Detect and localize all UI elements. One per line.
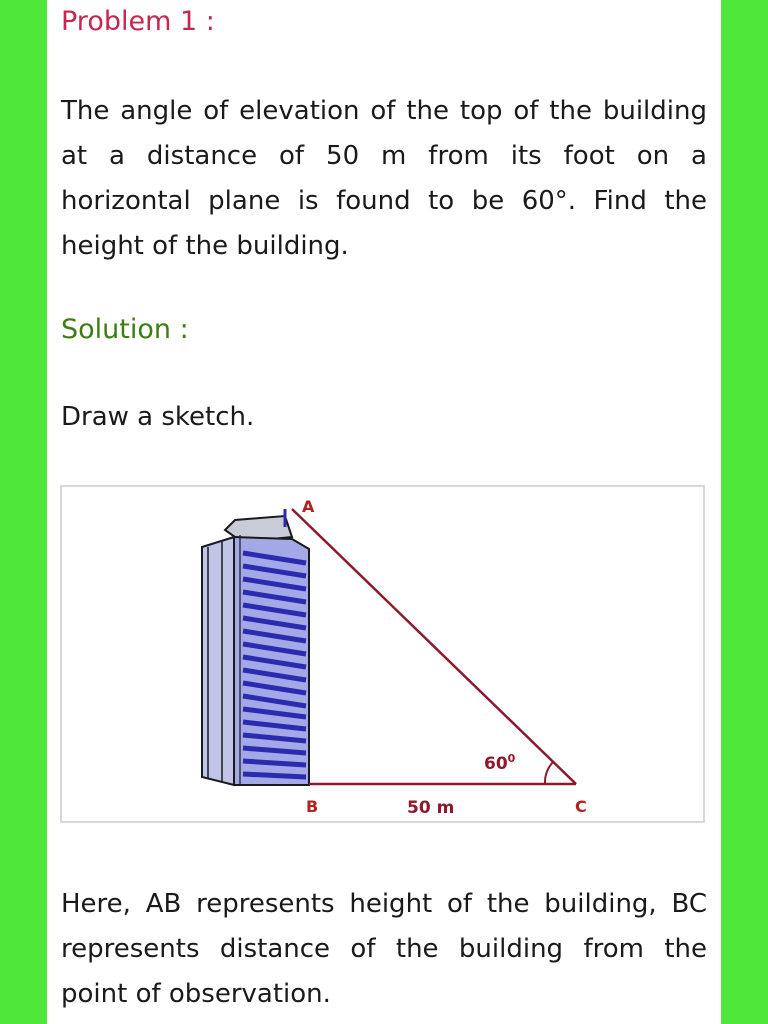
problem-heading: Problem 1 : bbox=[61, 6, 215, 37]
explanation-text: Here, AB represents height of the building, BC represents distance of the building from the point of observation. bbox=[61, 889, 707, 1009]
problem-text: The angle of elevation of the top of the building at a distance of 50 m from its foot on a horizontal plane is found to be 60°. Find the height of the building. bbox=[61, 96, 707, 261]
solution-heading: Solution : bbox=[61, 314, 189, 345]
hypotenuse-ac bbox=[292, 509, 576, 784]
point-label-c: C bbox=[575, 797, 587, 816]
point-label-a: A bbox=[302, 497, 315, 516]
distance-label: 50 m bbox=[407, 798, 455, 818]
sketch-instruction: Draw a sketch. bbox=[61, 402, 255, 432]
angle-label: $60^0$ bbox=[484, 752, 516, 774]
point-label-b: B bbox=[306, 797, 319, 816]
content-page bbox=[47, 0, 721, 1024]
building-triangle-diagram bbox=[62, 487, 703, 821]
sketch-figure bbox=[60, 485, 705, 823]
angle-arc bbox=[545, 762, 553, 784]
building-illustration bbox=[202, 509, 309, 785]
